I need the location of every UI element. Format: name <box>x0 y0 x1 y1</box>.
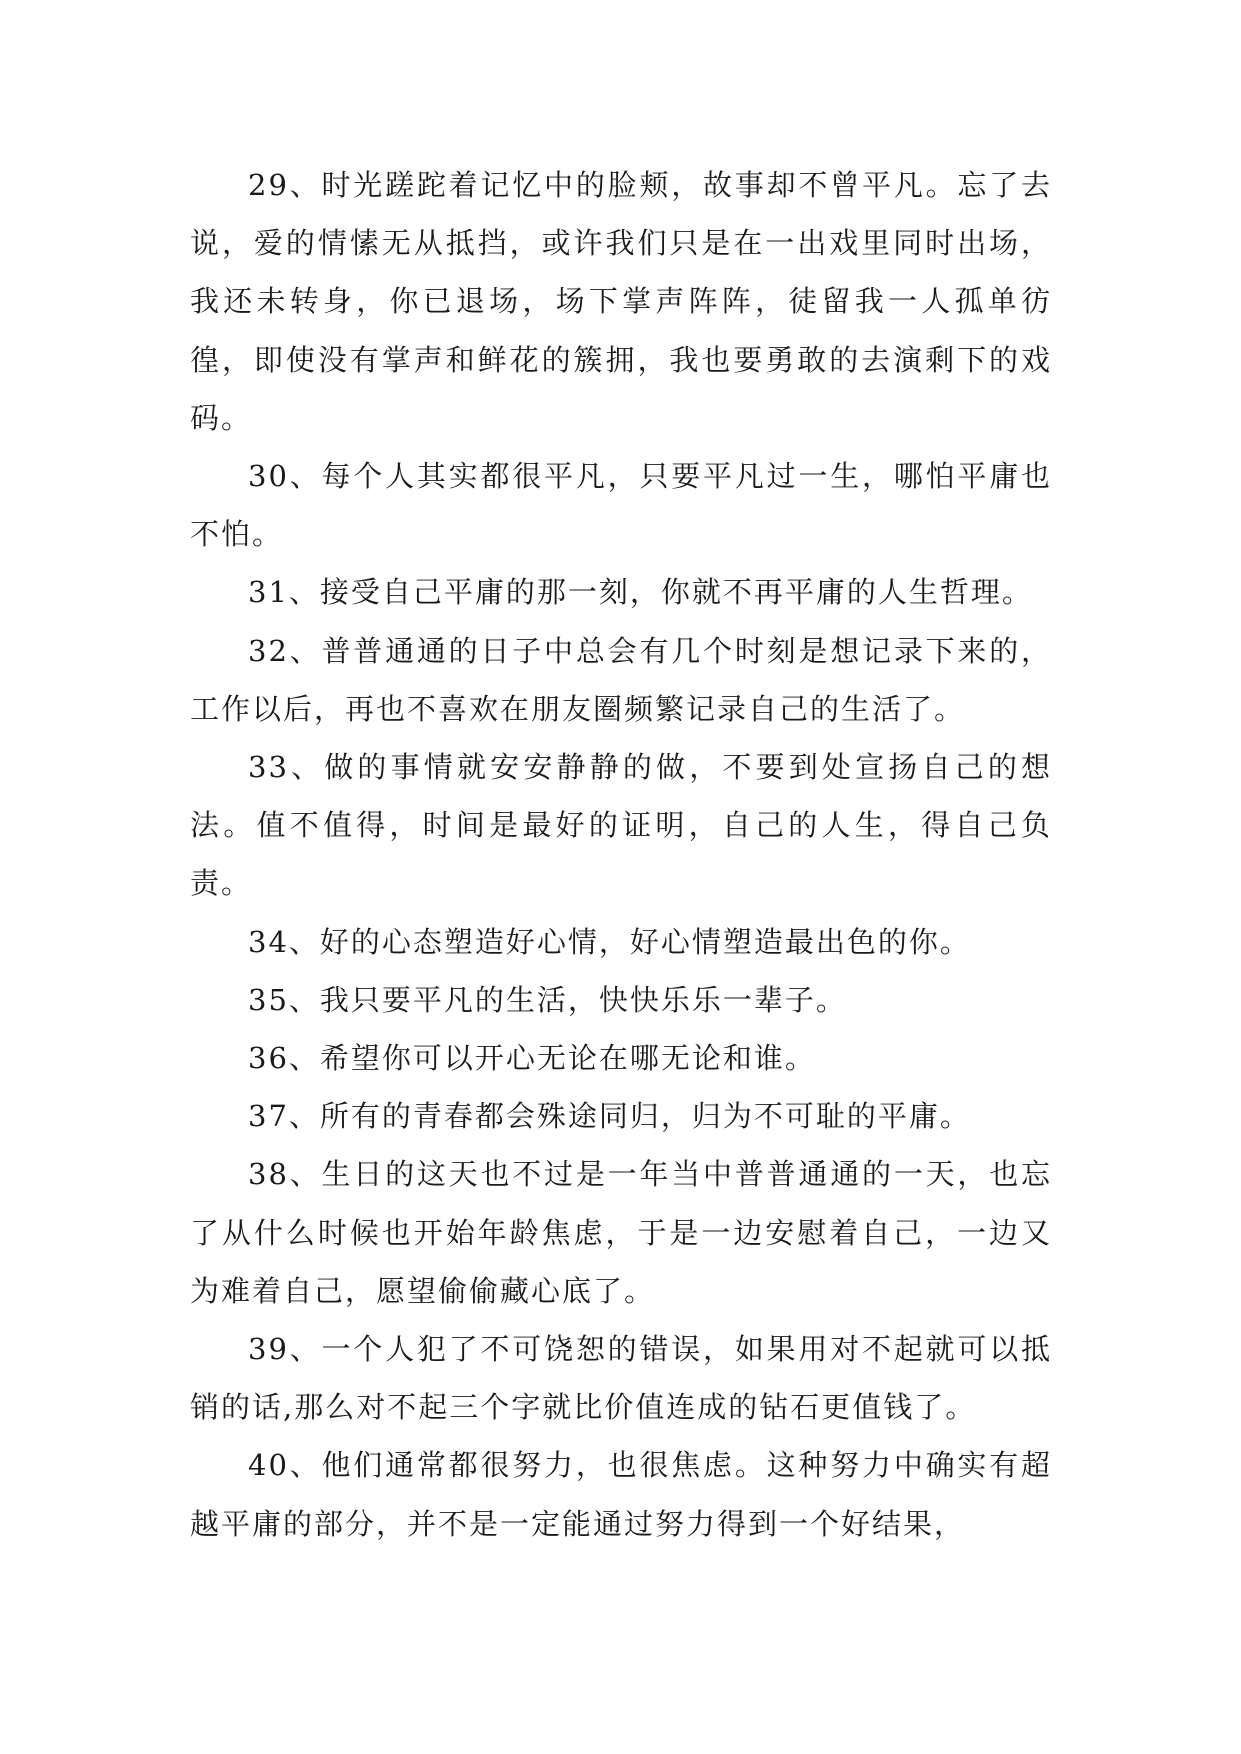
paragraph-32: 32、普普通通的日子中总会有几个时刻是想记录下来的，工作以后，再也不喜欢在朋友圈频繁记录自己的生活了。 <box>190 633 1052 726</box>
paragraph-33: 33、做的事情就安安静静的做，不要到处宣扬自己的想法。值不值得，时间是最好的证明，自己的人生，得自己负责。 <box>190 750 1052 901</box>
paragraph-37: 37、所有的青春都会殊途同归，归为不可耻的平庸。 <box>248 1099 971 1134</box>
paragraph-38: 38、生日的这天也不过是一年当中普普通通的一天，也忘了从什么时候也开始年龄焦虑，于是一边安慰着自己，一边又为难着自己，愿望偷偷藏心底了。 <box>190 1157 1052 1308</box>
paragraph-30: 30、每个人其实都很平凡，只要平凡过一生，哪怕平庸也不怕。 <box>190 459 1052 552</box>
document-body <box>190 156 1052 1553</box>
paragraph-34: 34、好的心态塑造好心情，好心情塑造最出色的你。 <box>248 924 971 959</box>
paragraph-40: 40、他们通常都很努力，也很焦虑。这种努力中确实有超越平庸的部分，并不是一定能通过努力得到一个好结果， <box>190 1448 1052 1541</box>
paragraph-39: 39、一个人犯了不可饶恕的错误，如果用对不起就可以抵销的话,那么对不起三个字就比价值连成的钻石更值钱了。 <box>190 1332 1052 1425</box>
paragraph-35: 35、我只要平凡的生活，快快乐乐一辈子。 <box>248 982 847 1017</box>
paragraph-29: 29、时光蹉跎着记忆中的脸颊，故事却不曾平凡。忘了去说，爱的情愫无从抵挡，或许我们只是在一出戏里同时出场，我还未转身，你已退场，场下掌声阵阵，徒留我一人孤单彷徨，即使没有掌声和鲜花的簇拥，我也要勇敢的去演剩下的戏码。 <box>190 168 1052 435</box>
paragraph-36: 36、希望你可以开心无论在哪无论和谁。 <box>248 1041 816 1076</box>
paragraph-31: 31、接受自己平庸的那一刻，你就不再平庸的人生哲理。 <box>248 575 1033 610</box>
